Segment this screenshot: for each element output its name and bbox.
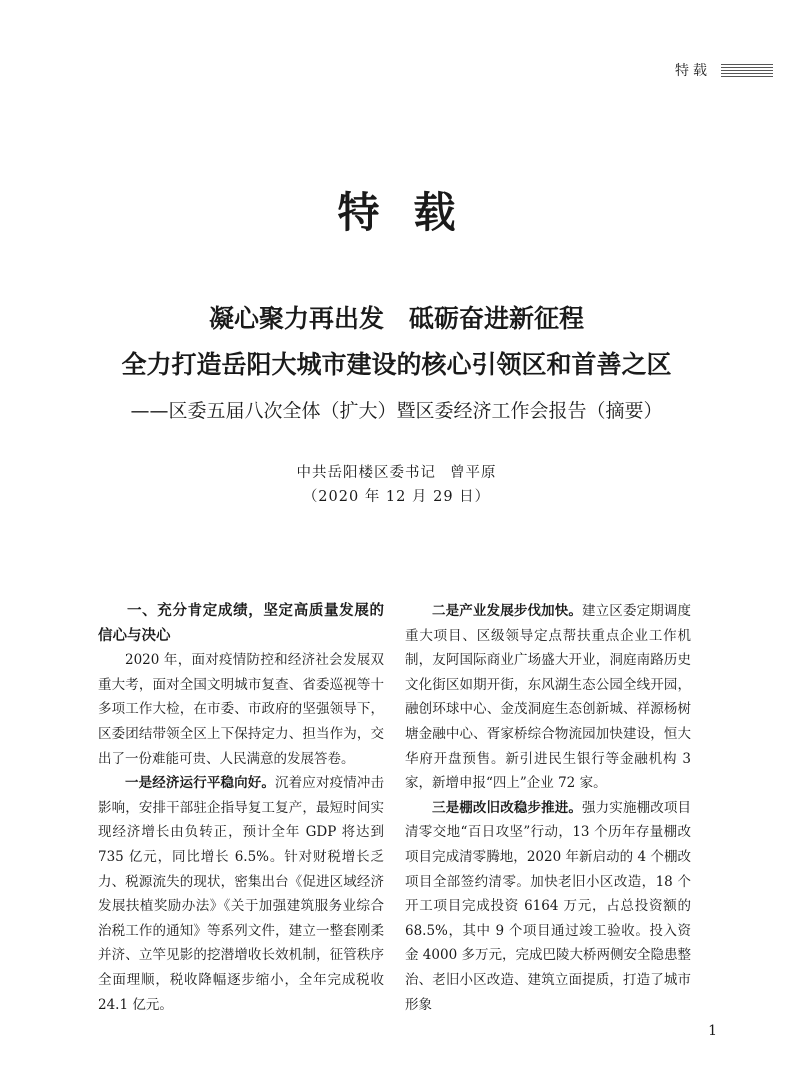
running-head-text: 特载 bbox=[675, 63, 711, 79]
author-title: 中共岳阳楼区委书记 bbox=[296, 465, 436, 481]
paragraph-body: 建立区委定期调度重大项目、区级领导定点帮扶重点企业工作机制，友阿国际商业广场盛大开业，洞庭南路历史文化街区如期开街，东风湖生态公园全线开园，融创环球中心、金茂洞庭生态创新城、祥源杨树塘金融中心、胥家桥综合物流园加快建设，恒大华府开盘预售。新引进民生银行等金融机构 3 家，新增申报“四上”企业 72 家。 bbox=[405, 603, 692, 792]
article-title-line2: 全力打造岳阳大城市建设的核心引领区和首善之区 bbox=[121, 350, 672, 379]
running-head-rule bbox=[721, 64, 773, 77]
paragraph-lead: 二是产业发展步伐加快。 bbox=[432, 603, 583, 619]
article-title-line1: 凝心聚力再出发 砥砺奋进新征程 bbox=[208, 304, 584, 333]
paragraph bbox=[405, 599, 691, 796]
paragraph-body: 强力实施棚改项目清零交地“百日攻坚”行动，13 个历年存量棚改项目完成清零腾地，2020 年新启动的 4 个棚改项目全部签约清零。加快老旧小区改造，18 个开工项目完成投资 6164 万元，占总投资额的 68.5%，其中 9 个项目通过竣工验收。投入资金 4000 多万元，完成巴陵大桥两侧安全隐患整治、老旧小区改造、建筑立面提质，打造了城市形象 bbox=[405, 799, 692, 1013]
author-name: 曾平原 bbox=[450, 465, 497, 481]
section-heading: 一、充分肯定成绩，坚定高质量发展的信心与决心 bbox=[98, 603, 384, 644]
paragraph-body: 沉着应对疫情冲击影响，安排干部驻企指导复工复产，最短时间实现经济增长由负转正，预计全年 GDP 将达到 735 亿元，同比增长 6.5%。针对财税增长乏力、税源流失的现状，密集出台《促进区域经济发展扶植奖励办法》《关于加强建筑服务业综合治税工作的通知》等系列文件，建立一整套刚柔并济、立竿见影的挖潜增收长效机制，征管秩序全面理顺，税收降幅逐步缩小，全年完成税收 24.1 亿元。 bbox=[98, 775, 385, 1013]
left-column bbox=[98, 599, 384, 1017]
running-head bbox=[675, 60, 773, 80]
right-column bbox=[405, 599, 691, 1017]
byline bbox=[0, 461, 793, 509]
paragraph bbox=[98, 771, 384, 1017]
section-title: 特载 bbox=[337, 188, 490, 237]
paragraph-lead: 一是经济运行平稳向好。 bbox=[125, 775, 276, 792]
paragraph: 2020 年，面对疫情防控和经济社会发展双重大考，面对全国文明城市复查、省委巡视等十多项工作大检，在市委、市政府的坚强领导下，区委团结带领全区上下保持定力、担当作为，交出了一份难能可贵、人民满意的发展答卷。 bbox=[98, 652, 384, 767]
paragraph bbox=[405, 796, 691, 1017]
paragraph-lead: 三是棚改旧改稳步推进。 bbox=[432, 799, 583, 816]
article-subtitle: ——区委五届八次全体（扩大）暨区委经济工作会报告（摘要） bbox=[130, 400, 663, 422]
page-number: 1 bbox=[708, 1023, 717, 1039]
report-date: （2020 年 12 月 29 日） bbox=[302, 489, 491, 505]
